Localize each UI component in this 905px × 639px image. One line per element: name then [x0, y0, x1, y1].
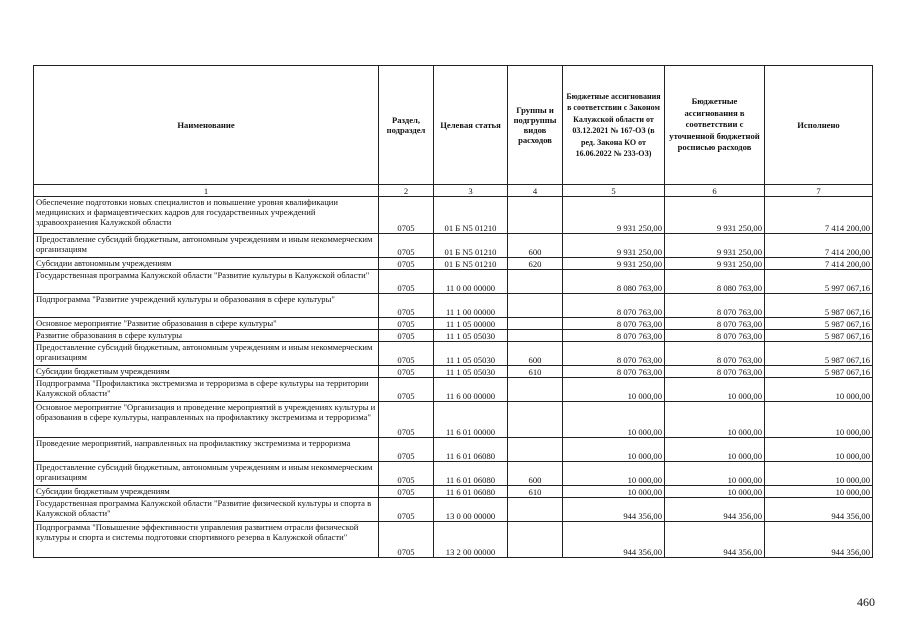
column-number: 7 — [765, 185, 873, 197]
row-executed-amount: 7 414 200,00 — [765, 258, 873, 270]
row-expense-group — [508, 498, 563, 522]
row-expense-group — [508, 330, 563, 342]
row-expense-group — [508, 294, 563, 318]
row-section: 0705 — [379, 486, 434, 498]
row-executed-amount: 7 414 200,00 — [765, 234, 873, 258]
row-law-amount: 10 000,00 — [563, 462, 665, 486]
column-number: 1 — [34, 185, 379, 197]
row-expense-group: 610 — [508, 366, 563, 378]
row-name: Развитие образования в сфере культуры — [34, 330, 379, 342]
column-number: 2 — [379, 185, 434, 197]
row-target-article: 11 6 01 06080 — [434, 438, 508, 462]
header-executed: Исполнено — [765, 66, 873, 185]
row-law-amount: 944 356,00 — [563, 522, 665, 558]
row-name: Предоставление субсидий бюджетным, автономным учреждениям и иным некоммерческим организациям — [34, 234, 379, 258]
header-target-article: Целевая статья — [434, 66, 508, 185]
row-executed-amount: 5 997 067,16 — [765, 270, 873, 294]
row-refined-amount: 10 000,00 — [665, 402, 765, 438]
row-refined-amount: 10 000,00 — [665, 486, 765, 498]
row-executed-amount: 10 000,00 — [765, 378, 873, 402]
row-target-article: 11 1 05 05030 — [434, 366, 508, 378]
row-expense-group: 620 — [508, 258, 563, 270]
row-name: Государственная программа Калужской области "Развитие физической культуры и спорта в Калужской области" — [34, 498, 379, 522]
column-number: 5 — [563, 185, 665, 197]
row-refined-amount: 10 000,00 — [665, 438, 765, 462]
header-row — [34, 66, 873, 185]
row-executed-amount: 5 987 067,16 — [765, 330, 873, 342]
row-target-article: 11 6 01 06080 — [434, 462, 508, 486]
column-number: 3 — [434, 185, 508, 197]
row-law-amount: 9 931 250,00 — [563, 258, 665, 270]
row-section: 0705 — [379, 270, 434, 294]
row-section: 0705 — [379, 402, 434, 438]
row-target-article: 13 0 00 00000 — [434, 498, 508, 522]
row-target-article: 11 1 05 05030 — [434, 342, 508, 366]
row-expense-group — [508, 318, 563, 330]
row-name: Подпрограмма "Развитие учреждений культуры и образования в сфере культуры" — [34, 294, 379, 318]
table-row — [34, 402, 873, 438]
table-row — [34, 294, 873, 318]
table-row — [34, 270, 873, 294]
row-section: 0705 — [379, 197, 434, 234]
row-refined-amount: 8 070 763,00 — [665, 294, 765, 318]
table-row — [34, 234, 873, 258]
row-section: 0705 — [379, 342, 434, 366]
column-number: 6 — [665, 185, 765, 197]
row-section: 0705 — [379, 522, 434, 558]
row-name: Обеспечение подготовки новых специалистов и повышение уровня квалификации медицинских и фармацевтических кадров для государственных учреждений здравоохранения Калужской области — [34, 197, 379, 234]
row-name: Основное мероприятие "Организация и проведение мероприятий в учреждениях культуры и образования в сфере культуры, направленных на профилактику экстремизма и терроризма" — [34, 402, 379, 438]
row-target-article: 11 6 01 06080 — [434, 486, 508, 498]
row-refined-amount: 9 931 250,00 — [665, 234, 765, 258]
row-executed-amount: 10 000,00 — [765, 486, 873, 498]
row-expense-group: 600 — [508, 462, 563, 486]
row-section: 0705 — [379, 294, 434, 318]
row-executed-amount: 944 356,00 — [765, 522, 873, 558]
row-section: 0705 — [379, 378, 434, 402]
row-expense-group: 600 — [508, 234, 563, 258]
row-refined-amount: 8 070 763,00 — [665, 318, 765, 330]
row-executed-amount: 5 987 067,16 — [765, 366, 873, 378]
row-executed-amount: 5 987 067,16 — [765, 342, 873, 366]
row-executed-amount: 10 000,00 — [765, 438, 873, 462]
row-law-amount: 9 931 250,00 — [563, 234, 665, 258]
row-target-article: 01 Б N5 01210 — [434, 258, 508, 270]
row-target-article: 11 0 00 00000 — [434, 270, 508, 294]
row-law-amount: 9 931 250,00 — [563, 197, 665, 234]
row-refined-amount: 8 070 763,00 — [665, 342, 765, 366]
row-refined-amount: 8 080 763,00 — [665, 270, 765, 294]
row-refined-amount: 10 000,00 — [665, 462, 765, 486]
row-target-article: 11 1 05 00000 — [434, 318, 508, 330]
row-expense-group — [508, 270, 563, 294]
row-name: Субсидии автономным учреждениям — [34, 258, 379, 270]
table-row — [34, 197, 873, 234]
page-number: 460 — [857, 595, 875, 609]
table-row — [34, 330, 873, 342]
table-row — [34, 486, 873, 498]
table-row — [34, 498, 873, 522]
row-target-article: 11 6 01 00000 — [434, 402, 508, 438]
row-name: Предоставление субсидий бюджетным, автономным учреждениям и иным некоммерческим организациям — [34, 462, 379, 486]
row-section: 0705 — [379, 330, 434, 342]
row-section: 0705 — [379, 366, 434, 378]
row-executed-amount: 944 356,00 — [765, 498, 873, 522]
row-name: Проведение мероприятий, направленных на профилактику экстремизма и терроризма — [34, 438, 379, 462]
row-refined-amount: 9 931 250,00 — [665, 197, 765, 234]
row-refined-amount: 9 931 250,00 — [665, 258, 765, 270]
row-expense-group — [508, 438, 563, 462]
row-target-article: 13 2 00 00000 — [434, 522, 508, 558]
row-section: 0705 — [379, 318, 434, 330]
table-row — [34, 462, 873, 486]
row-law-amount: 8 070 763,00 — [563, 294, 665, 318]
row-expense-group — [508, 522, 563, 558]
column-number: 4 — [508, 185, 563, 197]
row-expense-group — [508, 402, 563, 438]
row-refined-amount: 10 000,00 — [665, 378, 765, 402]
row-section: 0705 — [379, 438, 434, 462]
row-executed-amount: 10 000,00 — [765, 462, 873, 486]
table-row — [34, 522, 873, 558]
row-law-amount: 10 000,00 — [563, 438, 665, 462]
budget-table — [33, 65, 873, 558]
header-expense-groups: Группы и подгруппы видов расходов — [508, 66, 563, 185]
row-name: Подпрограмма "Профилактика экстремизма и терроризма в сфере культуры на территории Калужской области" — [34, 378, 379, 402]
row-name: Подпрограмма "Повышение эффективности управления развитием отрасли физической культуры и спорта и системы подготовки спортивного резерва в Калужской области" — [34, 522, 379, 558]
table-row — [34, 318, 873, 330]
row-section: 0705 — [379, 234, 434, 258]
row-expense-group — [508, 378, 563, 402]
row-executed-amount: 5 987 067,16 — [765, 318, 873, 330]
column-number-row — [34, 185, 873, 197]
row-law-amount: 8 070 763,00 — [563, 366, 665, 378]
row-expense-group: 610 — [508, 486, 563, 498]
row-law-amount: 8 070 763,00 — [563, 318, 665, 330]
header-law-allocations: Бюджетные ассигнования в соответствии с Законом Калужской области от 03.12.2021 № 167-ОЗ (в ред. Закона КО от 16.06.2022 № 233-ОЗ) — [563, 66, 665, 185]
row-refined-amount: 944 356,00 — [665, 522, 765, 558]
row-law-amount: 8 070 763,00 — [563, 342, 665, 366]
row-executed-amount: 7 414 200,00 — [765, 197, 873, 234]
row-target-article: 11 1 05 05030 — [434, 330, 508, 342]
table-row — [34, 258, 873, 270]
row-name: Основное мероприятие "Развитие образования в сфере культуры" — [34, 318, 379, 330]
row-name: Предоставление субсидий бюджетным, автономным учреждениям и иным некоммерческим организациям — [34, 342, 379, 366]
row-refined-amount: 944 356,00 — [665, 498, 765, 522]
row-section: 0705 — [379, 462, 434, 486]
row-law-amount: 8 070 763,00 — [563, 330, 665, 342]
row-law-amount: 944 356,00 — [563, 498, 665, 522]
row-law-amount: 10 000,00 — [563, 402, 665, 438]
row-executed-amount: 5 987 067,16 — [765, 294, 873, 318]
row-name: Субсидии бюджетным учреждениям — [34, 366, 379, 378]
row-name: Субсидии бюджетным учреждениям — [34, 486, 379, 498]
table-row — [34, 438, 873, 462]
header-refined-allocations: Бюджетные ассигнования в соответствии с уточненной бюджетной росписью расходов — [665, 66, 765, 185]
row-expense-group: 600 — [508, 342, 563, 366]
table-row — [34, 342, 873, 366]
row-target-article: 11 1 00 00000 — [434, 294, 508, 318]
row-section: 0705 — [379, 498, 434, 522]
row-refined-amount: 8 070 763,00 — [665, 366, 765, 378]
row-law-amount: 10 000,00 — [563, 486, 665, 498]
row-target-article: 01 Б N5 01210 — [434, 197, 508, 234]
header-name: Наименование — [34, 66, 379, 185]
row-expense-group — [508, 197, 563, 234]
row-target-article: 11 6 00 00000 — [434, 378, 508, 402]
row-law-amount: 10 000,00 — [563, 378, 665, 402]
table-row — [34, 366, 873, 378]
row-target-article: 01 Б N5 01210 — [434, 234, 508, 258]
table-row — [34, 378, 873, 402]
row-law-amount: 8 080 763,00 — [563, 270, 665, 294]
row-section: 0705 — [379, 258, 434, 270]
row-name: Государственная программа Калужской области "Развитие культуры в Калужской области" — [34, 270, 379, 294]
header-section: Раздел, подраздел — [379, 66, 434, 185]
row-refined-amount: 8 070 763,00 — [665, 330, 765, 342]
row-executed-amount: 10 000,00 — [765, 402, 873, 438]
